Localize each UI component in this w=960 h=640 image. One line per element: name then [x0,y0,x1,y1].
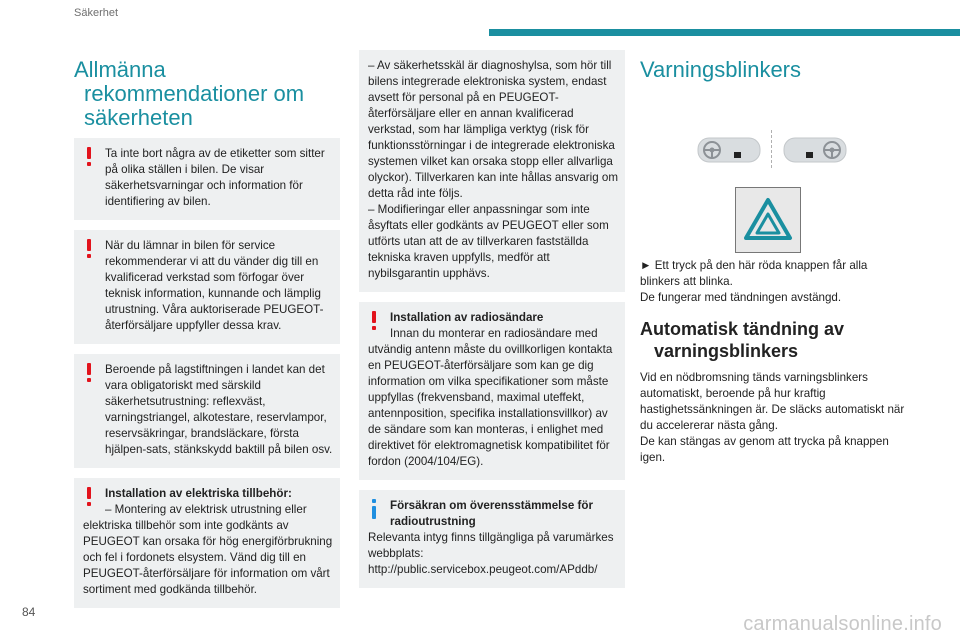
note-text-modifications: – Modifieringar eller anpassningar som inte åsyftats eller godkänts av PEUGEOT eller som utförts utan att de av tillverkaren fastställda tekniska kraven uppfylls, medför att nybilsgarantin upphävs. [368,203,609,280]
watermark-text: carmanualsonline.info [743,613,942,635]
note-text: När du lämnar in bilen för service rekommenderar vi att du vänder dig till en kvalificerad verkstad som förfogar över teknisk information, kunnande och lämplig utrustning. Våra auktoriserade PEUGEOT-återförsäljare uppfyller dessa krav. [105,239,324,332]
note-heading: Installation av elektriska tillbehör: [105,487,292,500]
header-accent-bar [489,29,960,36]
note-text: Beroende på lagstiftningen i landet kan det vara obligatoriskt med särskild säkerhetsutrustning: reflexväst, varningstriangel, alkotestare, reservlampor, reservsäkringar, brandsläckare, första hjälpen-sats, stänkskydd baktill på bilen osv. [105,363,333,456]
header-section-label: Säkerhet [74,7,119,19]
steering-stalk-left-icon [696,134,762,166]
warning-note-electrical-accessories [74,478,340,608]
warning-exclamation-icon [86,487,91,507]
page-number: 84 [22,605,36,619]
note-text: Relevanta intyg finns tillgängliga på varumärkes webbplats: [368,531,614,560]
warning-exclamation-icon [86,363,91,383]
hazard-figure [640,88,910,238]
subheading-automatic-hazard: Automatisk tändning av varningsblinkers [640,319,845,361]
info-icon [371,499,376,519]
column-hazard-warning [640,50,910,466]
automatic-hazard-text: Vid en nödbromsning tänds varningsblinkers automatiskt, beroende på hur kraftig hastighetssänkningen är. De släcks automatiskt när du accelererar nästa gång. [640,371,905,432]
section-title-general-safety: Allmänna rekommendationer om säkerheten [74,57,305,130]
note-text: Ta inte bort några av de etiketter som sitter på olika ställen i bilen. De visar säkerhetsvarningar och information för identifiering av bilen. [105,147,325,208]
note-text: Innan du monterar en radiosändare med utvändig antenn måste du ovillkorligen kontakta en PEUGEOT-återförsäljare som kan ge dig information om vilka specifikationer som måste uppfyllas (frekvensband, maximal uteffekt, antennposition, specifika installationsvillkor) av de sändare som kan monteras, i enlighet med direktivet för elektromagnetisk kompatibilitet för fordon (2004/104/EG). [368,327,613,468]
note-text-diagnostics: – Av säkerhetsskäl är diagnoshylsa, som hör till bilens integrerade elektroniska system, endast avsett för personal på en PEUGEOT-återförsäljare eller en annan kvalificerad verkstad, som har lämpliga verktyg (risk för funktionsstörningar i de integrerade elektroniska systemen vilket kan orsaka stopp eller allvarliga olyckor). Tillverkaren kan inte hållas ansvarig om detta råd inte följs. [368,59,619,200]
automatic-hazard-off-text: De kan stängas av genom att trycka på knappen igen. [640,435,889,464]
column-diagnostics-radio [359,50,625,598]
info-note-radio-conformity [359,490,625,588]
steering-stalk-right-icon [782,134,848,166]
note-url: http://public.servicebox.peugeot.com/APddb/ [368,563,598,576]
warning-exclamation-icon [86,147,91,167]
warning-note-service [74,230,340,344]
column-general-safety [74,50,340,618]
warning-note-equipment [74,354,340,468]
section-title-hazard-warning: Varningsblinkers [640,57,802,82]
warning-exclamation-icon [86,239,91,259]
warning-exclamation-icon [371,311,376,331]
note-heading: Installation av radiosändare [390,311,544,324]
note-heading: Försäkran om överensstämmelse för radioutrustning [390,499,593,528]
warning-note-radio-transmitter [359,302,625,480]
figure-divider [771,130,772,168]
warning-note-labels [74,138,340,220]
note-text: – Montering av elektrisk utrustning eller elektriska tillbehör som inte godkänts av PEUGEOT kan orsaka för hög energiförbrukning och fel i fordonets elsystem. Vänd dig till en PEUGEOT-återförsäljare för information om vårt sortiment med godkända tillbehör. [83,503,333,596]
plain-note-diagnostics [359,50,625,292]
hazard-instruction-ignition: De fungerar med tändningen avstängd. [640,291,842,304]
hazard-instruction: ► Ett tryck på den här röda knappen får alla blinkers att blinka. [640,259,868,288]
hazard-warning-button-icon [735,187,801,253]
